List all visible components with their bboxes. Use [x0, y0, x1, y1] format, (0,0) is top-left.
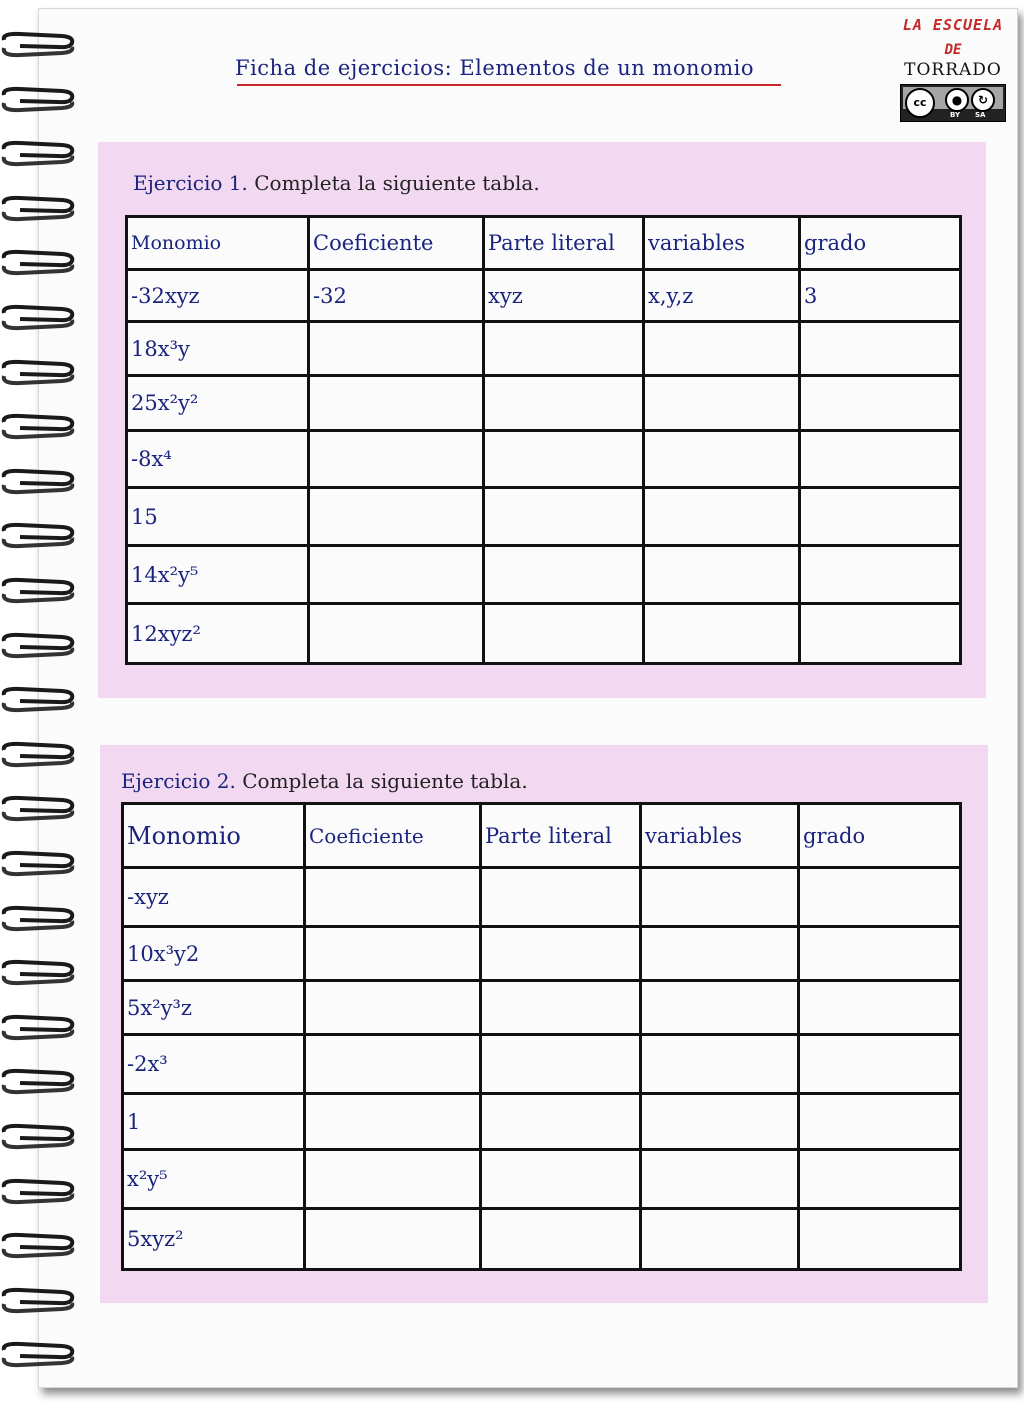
answer-cell[interactable]: -32 — [309, 270, 484, 322]
column-header: Parte literal — [484, 217, 644, 270]
logo-line1: LA ESCUELA — [902, 16, 1004, 34]
binding-ring — [0, 794, 78, 822]
monomial-cell: 15 — [127, 488, 309, 546]
binding-ring — [0, 740, 78, 768]
monomial-cell: 14x²y⁵ — [127, 546, 309, 604]
title-underline — [237, 84, 781, 86]
answer-cell[interactable] — [641, 1035, 799, 1094]
logo-line3: TORRADO — [904, 60, 1002, 80]
worksheet-title: Ficha de ejercicios: Elementos de un monomio — [235, 56, 754, 80]
column-header: Monomio — [123, 804, 305, 868]
binding-ring — [0, 412, 78, 440]
answer-cell[interactable] — [641, 981, 799, 1035]
answer-cell[interactable] — [799, 927, 961, 981]
answer-cell[interactable] — [641, 1150, 799, 1209]
monomial-cell: 5x²y³z — [123, 981, 305, 1035]
binding-ring — [0, 1177, 78, 1205]
answer-cell[interactable] — [800, 546, 961, 604]
table-row — [127, 322, 961, 376]
answer-cell[interactable] — [481, 868, 641, 927]
answer-cell[interactable] — [484, 488, 644, 546]
table-header-row — [123, 804, 961, 868]
table-row — [127, 604, 961, 664]
column-header: variables — [644, 217, 800, 270]
answer-cell[interactable] — [644, 488, 800, 546]
monomial-cell: -32xyz — [127, 270, 309, 322]
binding-ring — [0, 521, 78, 549]
column-header: Monomio — [127, 217, 309, 270]
answer-cell[interactable] — [305, 1150, 481, 1209]
answer-cell[interactable] — [484, 431, 644, 488]
monomial-cell: 18x³y — [127, 322, 309, 376]
binding-ring — [0, 1340, 78, 1368]
binding-ring — [0, 1067, 78, 1095]
answer-cell[interactable] — [644, 604, 800, 664]
answer-cell[interactable] — [481, 1209, 641, 1270]
by-label: BY — [950, 111, 961, 119]
binding-ring — [0, 85, 78, 113]
table-header-row — [127, 217, 961, 270]
monomial-cell: 25x²y² — [127, 376, 309, 431]
answer-cell[interactable] — [309, 431, 484, 488]
column-header: grado — [799, 804, 961, 868]
table-row — [127, 546, 961, 604]
binding-ring — [0, 849, 78, 877]
binding-ring — [0, 194, 78, 222]
binding-ring — [0, 1013, 78, 1041]
answer-cell[interactable] — [481, 1035, 641, 1094]
answer-cell[interactable] — [641, 868, 799, 927]
table-row — [123, 868, 961, 927]
answer-cell[interactable] — [309, 322, 484, 376]
answer-cell[interactable] — [644, 431, 800, 488]
answer-cell[interactable] — [484, 376, 644, 431]
table-row — [123, 1035, 961, 1094]
answer-cell[interactable] — [481, 927, 641, 981]
table-row — [127, 431, 961, 488]
monomial-cell: 10x³y2 — [123, 927, 305, 981]
exercise1-table — [125, 215, 962, 665]
binding-ring — [0, 685, 78, 713]
answer-cell[interactable] — [305, 1035, 481, 1094]
answer-cell[interactable] — [481, 981, 641, 1035]
answer-cell[interactable] — [484, 604, 644, 664]
answer-cell[interactable] — [309, 376, 484, 431]
exercise2-label: Ejercicio 2. — [121, 769, 236, 793]
answer-cell[interactable] — [305, 1209, 481, 1270]
monomial-cell: 12xyz² — [127, 604, 309, 664]
exercise2-table — [121, 802, 962, 1271]
column-header: grado — [800, 217, 961, 270]
cc-license-badge — [900, 84, 1006, 122]
answer-cell[interactable] — [799, 1035, 961, 1094]
exercise2-heading — [121, 769, 528, 793]
monomial-cell: -2x³ — [123, 1035, 305, 1094]
answer-cell[interactable] — [800, 488, 961, 546]
answer-cell[interactable] — [305, 868, 481, 927]
answer-cell[interactable] — [799, 1150, 961, 1209]
answer-cell[interactable] — [305, 927, 481, 981]
sa-icon: ↻ — [971, 88, 995, 112]
answer-cell[interactable] — [484, 546, 644, 604]
binding-ring — [0, 1286, 78, 1314]
answer-cell[interactable] — [644, 546, 800, 604]
binding-ring — [0, 248, 78, 276]
answer-cell[interactable]: x,y,z — [644, 270, 800, 322]
monomial-cell: x²y⁵ — [123, 1150, 305, 1209]
answer-cell[interactable] — [641, 927, 799, 981]
column-header: Parte literal — [481, 804, 641, 868]
answer-cell[interactable] — [309, 488, 484, 546]
answer-cell[interactable] — [800, 431, 961, 488]
answer-cell[interactable] — [799, 868, 961, 927]
answer-cell[interactable] — [644, 322, 800, 376]
answer-cell[interactable] — [484, 322, 644, 376]
answer-cell[interactable] — [481, 1094, 641, 1150]
binding-ring — [0, 1122, 78, 1150]
table-row — [123, 1094, 961, 1150]
monomial-cell: 1 — [123, 1094, 305, 1150]
binding-ring — [0, 958, 78, 986]
binding-ring — [0, 358, 78, 386]
binding-ring — [0, 467, 78, 495]
column-header: variables — [641, 804, 799, 868]
binding-ring — [0, 576, 78, 604]
binding-ring — [0, 303, 78, 331]
by-icon: ● — [945, 88, 969, 112]
exercise1-heading — [133, 171, 540, 195]
table-row — [127, 270, 961, 322]
table-row — [123, 981, 961, 1035]
binding-ring — [0, 631, 78, 659]
answer-cell[interactable] — [305, 1094, 481, 1150]
column-header: Coeficiente — [305, 804, 481, 868]
monomial-cell: 5xyz² — [123, 1209, 305, 1270]
answer-cell[interactable] — [800, 322, 961, 376]
table-row — [123, 927, 961, 981]
binding-ring — [0, 904, 78, 932]
column-header: Coeficiente — [309, 217, 484, 270]
binding-ring — [0, 1231, 78, 1259]
answer-cell[interactable] — [800, 604, 961, 664]
table-row — [123, 1150, 961, 1209]
answer-cell[interactable] — [800, 376, 961, 431]
exercise2-instruction: Completa la siguiente tabla. — [242, 769, 528, 793]
answer-cell[interactable]: 3 — [800, 270, 961, 322]
answer-cell[interactable] — [305, 981, 481, 1035]
exercise1-instruction: Completa la siguiente tabla. — [254, 171, 540, 195]
exercise1-label: Ejercicio 1. — [133, 171, 248, 195]
binding-ring — [0, 30, 78, 58]
school-logo — [898, 12, 1008, 124]
answer-cell[interactable] — [799, 1209, 961, 1270]
table-row — [123, 1209, 961, 1270]
cc-icon: cc — [905, 88, 935, 118]
answer-cell[interactable] — [481, 1150, 641, 1209]
answer-cell[interactable] — [644, 376, 800, 431]
answer-cell[interactable] — [309, 546, 484, 604]
answer-cell[interactable] — [309, 604, 484, 664]
table-row — [127, 376, 961, 431]
table-row — [127, 488, 961, 546]
answer-cell[interactable] — [799, 981, 961, 1035]
monomial-cell: -8x⁴ — [127, 431, 309, 488]
answer-cell[interactable] — [641, 1209, 799, 1270]
answer-cell[interactable] — [799, 1094, 961, 1150]
answer-cell[interactable]: xyz — [484, 270, 644, 322]
sa-label: SA — [975, 111, 986, 119]
logo-line2: DE — [944, 42, 962, 58]
binding-ring — [0, 139, 78, 167]
answer-cell[interactable] — [641, 1094, 799, 1150]
monomial-cell: -xyz — [123, 868, 305, 927]
